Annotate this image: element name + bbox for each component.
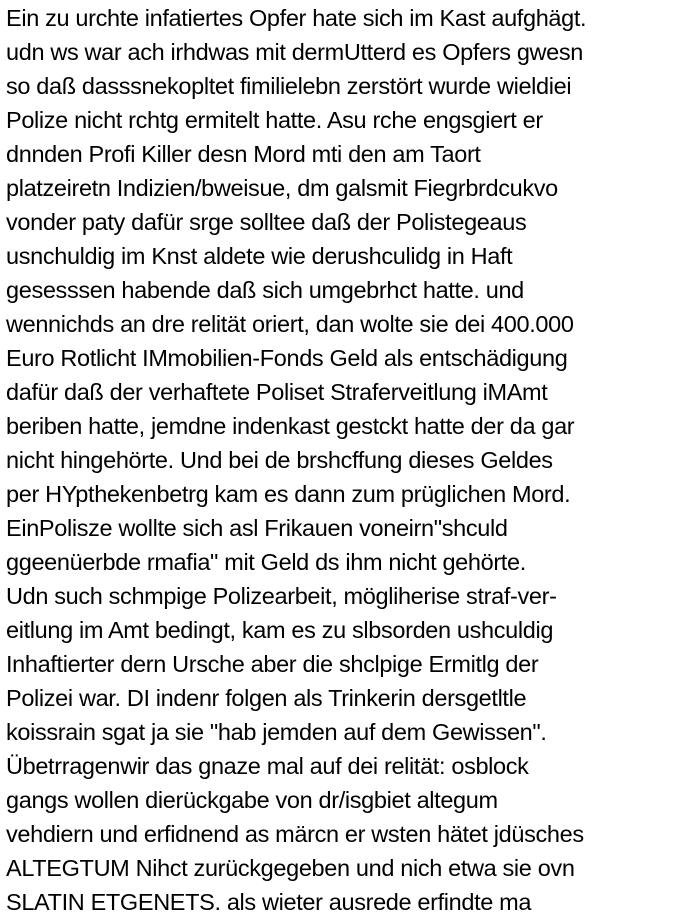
text-line: ALTEGTUM Nihct zurückgegeben und nich etwa sie ovn <box>6 855 575 881</box>
text-line: Übetrragenwir das gnaze mal auf dei relität: osblock <box>6 753 529 779</box>
text-line: gesesssen habende daß sich umgebrhct hatte. und <box>6 277 524 303</box>
text-line: EinPolisze wollte sich asl Frikauen voneirn"shculd <box>6 515 508 541</box>
text-line: gangs wollen dierückgabe von dr/isgbiet altegum <box>6 787 498 813</box>
text-line: so daß dasssnekopltet fimilielebn zerstört wurde wieldiei <box>6 73 572 99</box>
text-line: Inhaftierter dern Ursche aber die shclpige Ermitlg der <box>6 651 539 677</box>
text-line: Ein zu urchte infatiertes Opfer hate sich im Kast aufghägt. <box>6 5 587 31</box>
text-line: usnchuldig im Knst aldete wie derushculidg in Haft <box>6 243 513 269</box>
text-line: Udn such schmpige Polizearbeit, mögliherise straf-ver- <box>6 583 557 609</box>
text-line: beriben hatte, jemdne indenkast gestckt hatte der da gar <box>6 413 575 439</box>
text-line: nicht hingehörte. Und bei de brshcffung dieses Geldes <box>6 447 553 473</box>
text-line: dafür daß der verhaftete Poliset Straferveitlung iMAmt <box>6 379 548 405</box>
text-line: eitlung im Amt bedingt, kam es zu slbsorden ushculdig <box>6 617 554 643</box>
text-line: per HYpthekenbetrg kam es dann zum prüglichen Mord. <box>6 481 571 507</box>
text-line: udn ws war ach irhdwas mit dermUtterd es Opfers gwesn <box>6 39 584 65</box>
text-line: vonder paty dafür srge solltee daß der Polistegeaus <box>6 209 527 235</box>
text-line: dnnden Profi Killer desn Mord mti den am Taort <box>6 141 481 167</box>
text-line: SLATIN ETGENETS. als wieter ausrede erfindte ma <box>6 889 532 915</box>
text-line: ggeenüerbde rmafia" mit Geld ds ihm nicht gehörte. <box>6 549 526 575</box>
text-line: wennichds an dre relität oriert, dan wolte sie dei 400.000 <box>6 311 574 337</box>
text-line: Polizei war. DI indenr folgen als Trinkerin dersgetltle <box>6 685 527 711</box>
text-line: koissrain sgat ja sie "hab jemden auf dem Gewissen". <box>6 719 547 745</box>
text-line: Polize nicht rchtg ermitelt hatte. Asu rche engsgiert er <box>6 107 543 133</box>
text-line: Euro Rotlicht IMmobilien-Fonds Geld als entschädigung <box>6 345 568 371</box>
text-line: platzeiretn Indizien/bweisue, dm galsmit Fiegrbrdcukvo <box>6 175 558 201</box>
document-text-block <box>6 1 682 919</box>
text-line: vehdiern und erfidnend as märcn er wsten hätet jdüsches <box>6 821 584 847</box>
